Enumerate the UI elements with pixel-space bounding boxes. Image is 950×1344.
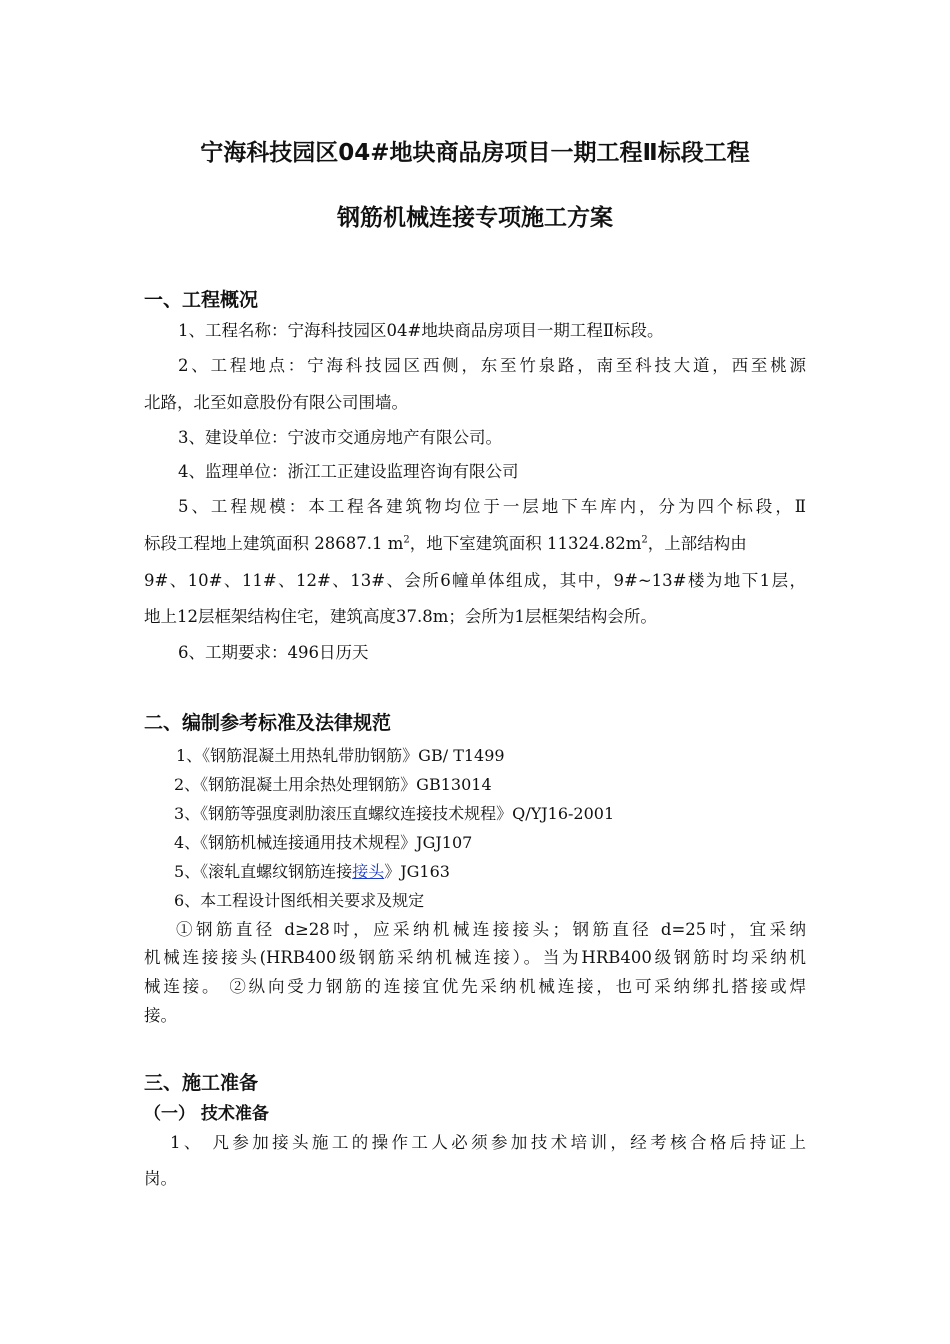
project-location-line1: 2、工程地点：宁海科技园区西侧，东至竹泉路，南至科技大道，西至桃源 [178,356,806,375]
section1-heading: 一、工程概况 [144,289,259,311]
project-name: 1、工程名称：宁海科技园区04#地块商品房项目一期工程Ⅱ标段。 [178,321,664,340]
reference-4: 4、《钢筋机械连接通用技术规程》JGJ107 [174,833,473,852]
technical-preparation-heading: （一） 技术准备 [144,1104,269,1124]
reference-5-pre: 5、《滚轧直螺纹钢筋连接 [174,862,353,881]
section2-heading: 二、编制参考标准及法律规范 [144,712,392,734]
reference-6: 6、本工程设计图纸相关要求及规定 [174,891,425,910]
design-requirement-line4: 接。 [144,1006,177,1025]
reference-5 [174,861,450,883]
design-requirement-line3: 械连接。 ②纵向受力钢筋的连接宜优先采纳机械连接，也可采纳绑扎搭接或焊 [144,977,806,996]
schedule-requirement: 6、工期要求：496日历天 [178,643,369,662]
section3-heading: 三、施工准备 [144,1072,259,1094]
construction-unit: 3、建设单位：宁波市交通房地产有限公司。 [178,428,502,447]
design-requirement-line1: ①钢筋直径 d≥28吋，应采纳机械连接接头；钢筋直径 d=25吋，宜采纳 [176,920,806,939]
reference-1: 1、《钢筋混凝土用热轧带肋钢筋》GB/ T1499 [176,746,505,765]
project-scale-line2 [144,533,747,555]
scale-line2-part2: ，地下室建筑面积 11324.82m [409,534,642,553]
superscript-2: 2 [403,534,410,546]
project-scale-line1: 5、工程规模：本工程各建筑物均位于一层地下车库内，分为四个标段，Ⅱ [178,497,806,516]
training-requirement-line1: 1、 凡参加接头施工的操作工人必须参加技术培训，经考核合格后持证上 [170,1133,806,1152]
scale-line2-part1: 标段工程地上建筑面积 28687.1 m [144,534,404,553]
joint-link[interactable]: 接头 [352,862,385,881]
project-scale-line4: 地上12层框架结构住宅，建筑高度37.8m；会所为1层框架结构会所。 [144,607,657,626]
supervision-unit: 4、监理单位：浙江工正建设监理咨询有限公司 [178,462,519,481]
superscript-2: 2 [641,534,648,546]
training-requirement-line2: 岗。 [144,1169,177,1188]
scale-line2-part3: ，上部结构由 [647,534,747,553]
document-title-line2: 钢筋机械连接专项施工方案 [337,205,613,231]
design-requirement-line2: 机械连接接头(HRB400级钢筋采纳机械连接）。当为HRB400级钢筋时均采纳机 [144,948,806,967]
project-scale-line3: 9#、10#、11#、12#、13#、会所6幢单体组成，其中，9#~13#楼为地下1层， [144,571,806,590]
document-title-line1: 宁海科技园区04#地块商品房项目一期工程Ⅱ标段工程 [200,140,750,166]
reference-3: 3、《钢筋等强度剥肋滚压直螺纹连接技术规程》Q/YJ16-2001 [174,804,615,823]
project-location-line2: 北路，北至如意股份有限公司围墙。 [144,393,408,412]
reference-5-post: 》JG163 [384,862,450,881]
reference-2: 2、《钢筋混凝土用余热处理钢筋》GB13014 [174,775,492,794]
